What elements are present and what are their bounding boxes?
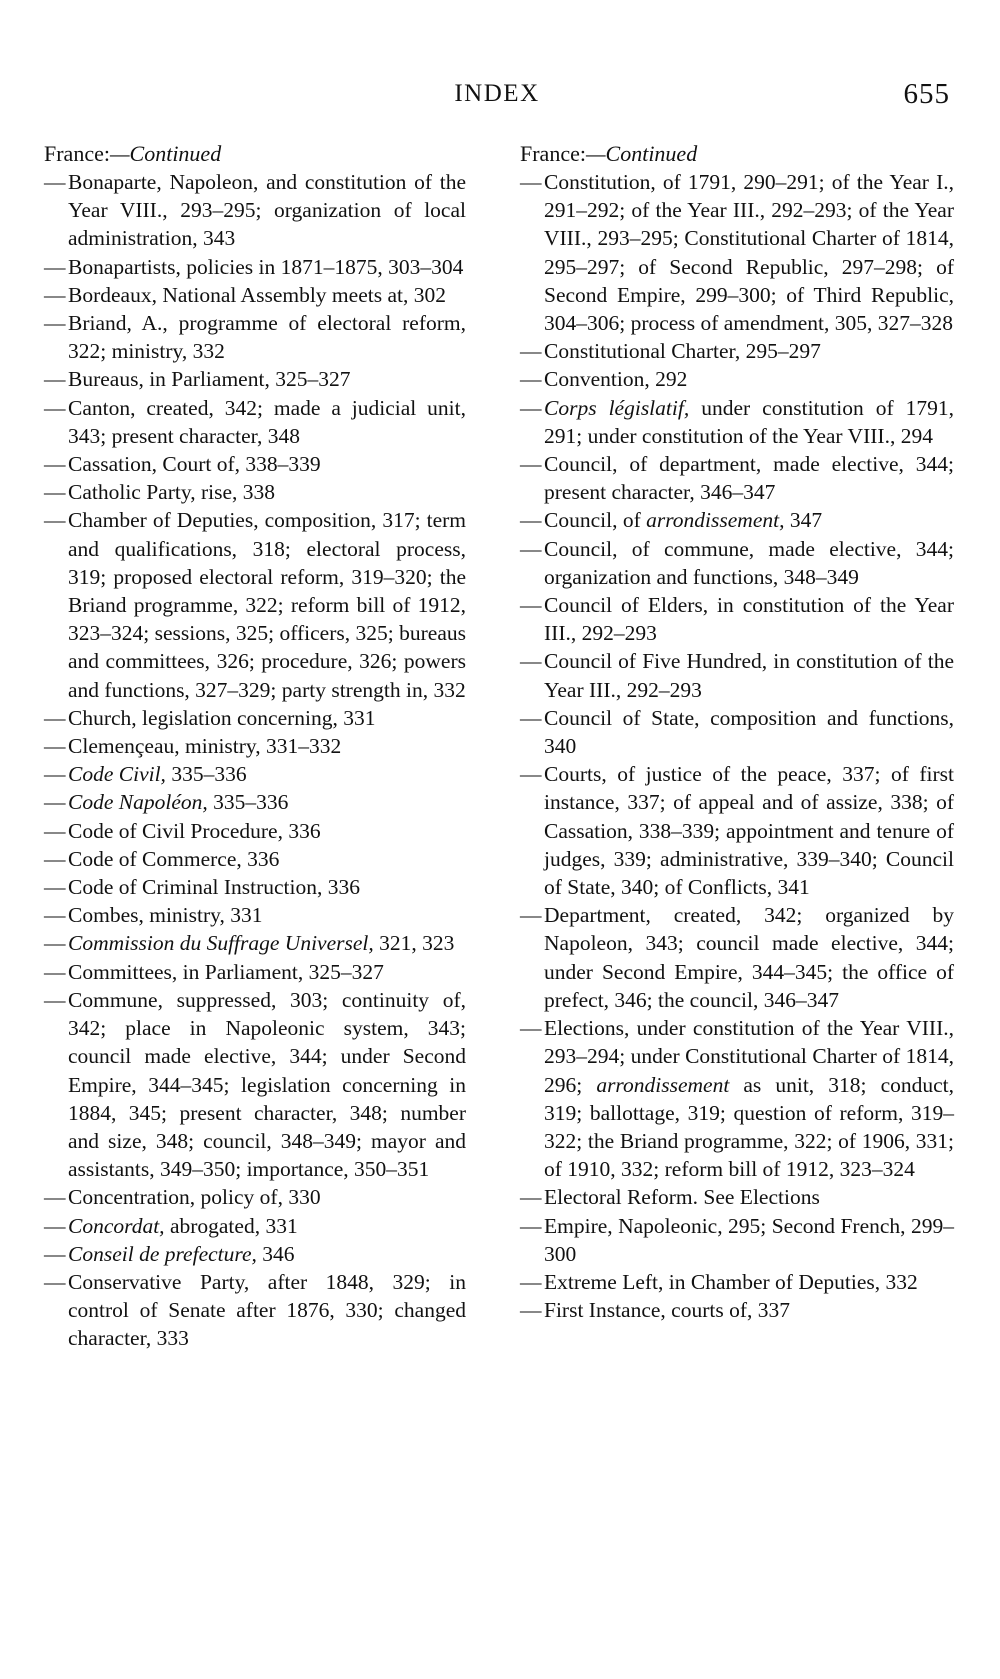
index-entry [44, 732, 466, 760]
index-entry [520, 704, 954, 760]
index-entry [520, 1268, 954, 1296]
entry-dash: — [44, 1213, 66, 1238]
entry-dash: — [520, 1269, 542, 1294]
index-entry [44, 1240, 466, 1268]
index-entry [520, 1183, 954, 1211]
index-entry [520, 1296, 954, 1324]
entry-dash: — [520, 1298, 542, 1323]
entry-dash: — [44, 452, 66, 477]
entry-text: Canton, created, 342; made a judicial unit, 343; present character, 348 [68, 395, 466, 448]
entry-dash: — [520, 395, 542, 420]
entry-dash: — [44, 734, 66, 759]
entry-text: Code of Commerce, 336 [68, 846, 280, 871]
index-entry [44, 845, 466, 873]
entry-dash: — [520, 593, 542, 618]
entry-dash: — [44, 846, 66, 871]
entry-dash: — [44, 480, 66, 505]
entry-text: Elections, under constitution of the Year VIII., 293–294; under Constitutional Charter of 1814, 296; [544, 1016, 954, 1097]
entry-dash: — [44, 311, 66, 336]
heading-continued: —Continued [585, 141, 698, 166]
index-entry [520, 1212, 954, 1268]
index-entry [44, 1183, 466, 1211]
index-entry [520, 591, 954, 647]
index-entry [520, 1014, 954, 1183]
entry-text: Council, of commune, made elective, 344; organization and functions, 348–349 [544, 536, 954, 589]
entry-text: Church, legislation concerning, 331 [68, 705, 376, 730]
index-entry [44, 253, 466, 281]
index-entry [44, 168, 466, 253]
entry-dash: — [44, 987, 66, 1012]
running-head [44, 78, 950, 118]
index-entry [44, 1212, 466, 1240]
entry-dash: — [520, 1213, 542, 1238]
entry-dash: — [44, 959, 66, 984]
continued-heading [520, 140, 954, 168]
entry-italic-text: Concordat, [68, 1213, 165, 1238]
entry-dash: — [44, 170, 66, 194]
entry-text: 347 [784, 508, 823, 533]
entry-text: 335–336 [165, 762, 247, 787]
index-entry [44, 365, 466, 393]
entry-text: Convention, 292 [544, 367, 688, 392]
entry-text: Cassation, Court of, 338–339 [68, 452, 321, 477]
entry-text: Council of Elders, in constitution of the Year III., 292–293 [544, 593, 954, 646]
entry-text: 346 [256, 1241, 295, 1266]
entry-text: 335–336 [207, 790, 289, 815]
entry-dash: — [44, 705, 66, 730]
entry-dash: — [520, 762, 542, 787]
entry-text: Combes, ministry, 331 [68, 903, 263, 928]
entry-text: Bonaparte, Napoleon, and constitution of the Year VIII., 293–295; organization of local administration, 343 [68, 170, 466, 251]
heading-label: France: [520, 141, 586, 166]
entry-text: under constitution of 1791, 291; under constitution of the Year VIII., 294 [544, 395, 955, 448]
entry-text: as unit, 318; conduct, 319; ballottage, 319; question of reform, 319–322; the Briand programme, 322; of 1906, 331; of 1910, 332; reform bill of 1912, 323–324 [544, 1072, 954, 1182]
entry-text: Bordeaux, National Assembly meets at, 302 [68, 282, 446, 307]
index-entry [520, 535, 954, 591]
entry-text: Catholic Party, rise, 338 [68, 480, 276, 505]
entry-text: First Instance, courts of, 337 [544, 1298, 791, 1323]
entry-italic-text: Conseil de prefecture, [68, 1241, 257, 1266]
entry-text: Committees, in Parliament, 325–327 [68, 959, 384, 984]
entry-text: Bureaus, in Parliament, 325–327 [68, 367, 351, 392]
entry-text: Council, of [544, 508, 647, 533]
entry-text: Code of Civil Procedure, 336 [68, 818, 321, 843]
index-entry [44, 901, 466, 929]
entry-text: Extreme Left, in Chamber of Deputies, 332 [544, 1269, 918, 1294]
entry-italic-text: Corps législatif, [544, 395, 690, 420]
entry-text: Bonapartists, policies in 1871–1875, 303–304 [68, 254, 464, 279]
entry-dash: — [520, 367, 542, 392]
entry-text: Empire, Napoleonic, 295; Second French, 299–300 [544, 1213, 954, 1266]
entry-dash: — [44, 282, 66, 307]
index-entries-right [520, 168, 954, 1324]
page-title: INDEX [454, 80, 540, 107]
index-entry [44, 704, 466, 732]
index-entry [44, 986, 466, 1183]
heading-label: France: [44, 141, 110, 166]
entry-dash: — [44, 1269, 66, 1294]
entry-dash: — [44, 367, 66, 392]
index-entries-left [44, 168, 466, 1353]
index-entry [520, 901, 954, 1014]
entry-dash: — [44, 931, 66, 956]
entry-text: Clemençeau, ministry, 331–332 [68, 734, 342, 759]
entry-text: Constitutional Charter, 295–297 [544, 339, 821, 364]
entry-text: Chamber of Deputies, composition, 317; term and qualifications, 318; electoral process, 319; proposed electoral reform, 319–320; the Briand programme, 322; reform bill of 1912, 323–324; sessions, 325; officers, 325; bureaus and committees, 326; procedure, 326; powers and functions, 327–329; party strength in, 332 [68, 508, 466, 702]
entry-dash: — [520, 536, 542, 561]
index-entry [520, 394, 954, 450]
entry-dash: — [520, 903, 542, 928]
entry-text: Code of Criminal Instruction, 336 [68, 875, 361, 900]
right-column [520, 140, 954, 1324]
entry-text: Council of State, composition and functions, 340 [544, 705, 954, 759]
entry-dash: — [520, 1016, 542, 1041]
index-entry [520, 168, 954, 337]
entry-text: 321, 323 [373, 931, 455, 956]
index-entry [44, 1268, 466, 1353]
index-entry [520, 506, 954, 534]
continued-heading [44, 140, 466, 168]
entry-dash: — [520, 339, 542, 364]
entry-dash: — [520, 452, 542, 477]
index-entry [44, 873, 466, 901]
entry-text: Department, created, 342; organized by Napoleon, 343; council made elective, 344; under Second Empire, 344–345; the office of prefect, 346; the council, 346–347 [544, 903, 954, 1012]
entry-italic-text: Code Napoléon, [68, 790, 208, 815]
index-entry [44, 281, 466, 309]
entry-text: Council of Five Hundred, in constitution of the Year III., 292–293 [544, 649, 954, 702]
entry-text: Constitution, of 1791, 290–291; of the Year I., 291–292; of the Year III., 292–293; of the Year VIII., 293–295; Constitutional Charter of 1814, 295–297; of Second Republic, 297–298; of Second Empire, 299–300; of Third Republic, 304–306; process of amendment, 305, 327–328 [544, 170, 954, 336]
page-number: 655 [903, 78, 950, 110]
index-entry [520, 450, 954, 506]
index-entry [44, 958, 466, 986]
entry-italic-text: Commission du Suffrage Universel, [68, 931, 374, 956]
entry-dash: — [520, 705, 542, 730]
entry-dash: — [44, 395, 66, 420]
entry-dash: — [520, 508, 542, 533]
index-entry [44, 506, 466, 703]
index-entry [44, 817, 466, 845]
entry-text: Commune, suppressed, 303; continuity of, 342; place in Napoleonic system, 343; council made elective, 344; under Second Empire, 344–345; legislation concerning in 1884, 345; present character, 348; number and size, 348; council, 348–349; mayor and assistants, 349–350; importance, 350–351 [68, 987, 466, 1182]
index-entry [44, 450, 466, 478]
entry-dash: — [44, 762, 66, 787]
index-entry [44, 760, 466, 788]
left-column [44, 140, 466, 1353]
entry-text: Courts, of justice of the peace, 337; of first instance, 337; of appeal and of assize, 338; of Cassation, 338–339; appointment and tenure of judges, 339; administrative, 339–340; Council of State, 340; of Conflicts, 341 [544, 762, 954, 900]
index-entry [44, 788, 466, 816]
entry-italic-text: arrondissement, [646, 508, 785, 533]
entry-dash: — [44, 903, 66, 928]
entry-dash: — [520, 170, 542, 194]
entry-italic-text: Code Civil, [68, 762, 166, 787]
index-entry [44, 309, 466, 365]
entry-italic-text: arrondissement [596, 1072, 730, 1097]
entry-dash: — [44, 1241, 66, 1266]
index-entry [520, 760, 954, 901]
entry-dash: — [44, 818, 66, 843]
index-entry [44, 394, 466, 450]
index-entry [520, 365, 954, 393]
entry-text: Briand, A., programme of electoral reform, 322; ministry, 332 [68, 311, 466, 364]
index-entry [520, 337, 954, 365]
entry-text: Concentration, policy of, 330 [68, 1185, 321, 1210]
entry-dash: — [44, 254, 66, 279]
entry-text: Council, of department, made elective, 344; present character, 346–347 [544, 452, 954, 505]
entry-text: abrogated, 331 [164, 1213, 298, 1238]
entry-text: Electoral Reform. See Elections [544, 1185, 820, 1210]
entry-dash: — [44, 1185, 66, 1210]
entry-text: Conservative Party, after 1848, 329; in control of Senate after 1876, 330; changed character, 333 [68, 1269, 466, 1351]
heading-continued: —Continued [109, 141, 222, 166]
index-entry [44, 929, 466, 957]
entry-dash: — [520, 1185, 542, 1210]
entry-dash: — [44, 508, 66, 533]
entry-dash: — [44, 790, 66, 815]
index-entry [520, 647, 954, 703]
index-entry [44, 478, 466, 506]
entry-dash: — [520, 649, 542, 674]
entry-dash: — [44, 875, 66, 900]
